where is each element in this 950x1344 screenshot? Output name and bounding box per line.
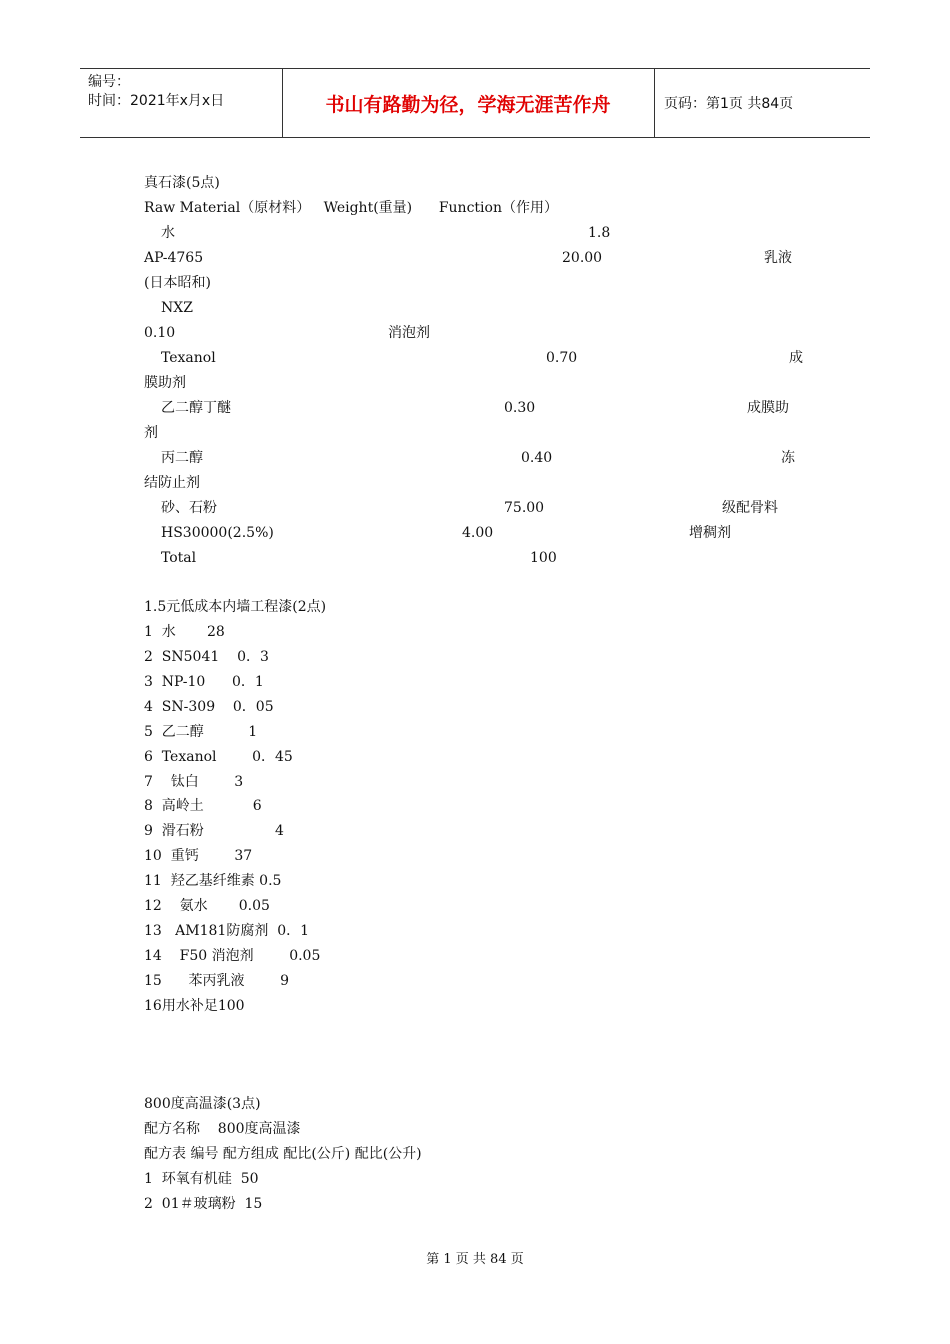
time-label: 时间：2021年x月x日 — [88, 93, 225, 109]
header-divider — [654, 69, 655, 137]
header-left-cell — [88, 73, 224, 111]
weight-value: 20.00 — [562, 250, 603, 266]
formula-line: 1 环氧有机硅 50 — [144, 1171, 259, 1187]
formula-line: 7 钛白 3 — [144, 774, 244, 790]
header-table — [80, 68, 870, 138]
formula-line: 1 水 28 — [144, 624, 225, 640]
material-name: 水 — [161, 225, 175, 241]
material-name: 砂、石粉 — [161, 500, 217, 516]
weight-value: 100 — [530, 550, 557, 566]
material-name: NXZ — [161, 300, 193, 316]
page-footer: 第 1 页 共 84 页 — [426, 1252, 524, 1267]
section-title: 真石漆(5点) — [144, 175, 220, 191]
formula-line: 14 F50 消泡剂 0.05 — [144, 948, 321, 964]
function-text: 增稠剂 — [689, 525, 731, 541]
text-line: 结防止剂 — [144, 475, 200, 491]
formula-line: 4 SN-309 0．05 — [144, 699, 274, 715]
material-name: 乙二醇丁醚 — [161, 400, 231, 416]
weight-value: 75.00 — [504, 500, 545, 516]
material-name: HS30000(2.5%) — [161, 525, 274, 541]
formula-line: 16用水补足100 — [144, 998, 245, 1014]
formula-line: 2 SN5041 0．3 — [144, 649, 269, 665]
motto: 书山有路勤为径，学海无涯苦作舟 — [325, 93, 611, 116]
function-text: 成 — [789, 350, 803, 366]
formula-line: 13 AM181防腐剂 0．1 — [144, 923, 310, 939]
material-name: AP-4765 — [144, 250, 204, 266]
formula-line: 9 滑石粉 4 — [144, 823, 284, 839]
weight-value: 4.00 — [462, 525, 494, 541]
formula-line: 6 Texanol 0．45 — [144, 749, 293, 765]
formula-line: 12 氨水 0.05 — [144, 898, 270, 914]
section-title: 800度高温漆(3点) — [144, 1096, 261, 1112]
material-name: Texanol — [161, 350, 216, 366]
weight-value: 0.40 — [521, 450, 553, 466]
function-text: 级配骨料 — [722, 500, 778, 516]
material-name: Total — [161, 550, 197, 566]
function-text: 乳液 — [764, 250, 792, 266]
page-info: 页码：第1页 共84页 — [664, 96, 794, 112]
text-line: 剂 — [144, 425, 158, 441]
function-text: 消泡剂 — [388, 325, 430, 341]
function-text: 成膜助 — [747, 400, 789, 416]
number-label: 编号： — [88, 74, 130, 90]
table-header: Raw Material（原材料） Weight(重量) Function（作用） — [144, 200, 558, 216]
formula-line: 10 重钙 37 — [144, 848, 253, 864]
text-line: 膜助剂 — [144, 375, 186, 391]
weight-value: 0.70 — [546, 350, 578, 366]
weight-value: 0.10 — [144, 325, 176, 341]
section-title: 1.5元低成本内墙工程漆(2点) — [144, 599, 327, 615]
function-text: 冻 — [781, 450, 795, 466]
formula-line: 11 羟乙基纤维素 0.5 — [144, 873, 282, 889]
weight-value: 0.30 — [504, 400, 536, 416]
formula-line: 2 01＃玻璃粉 15 — [144, 1196, 263, 1212]
weight-value: 1.8 — [588, 225, 611, 241]
formula-line: 3 NP-10 0．1 — [144, 674, 264, 690]
formula-line: 15 苯丙乳液 9 — [144, 973, 290, 989]
formula-line: 配方表 编号 配方组成 配比(公斤) 配比(公升) — [144, 1146, 422, 1162]
text-line: (日本昭和) — [144, 275, 211, 291]
formula-line: 配方名称 800度高温漆 — [144, 1121, 301, 1137]
formula-line: 5 乙二醇 1 — [144, 724, 258, 740]
material-name: 丙二醇 — [161, 450, 203, 466]
formula-line: 8 高岭土 6 — [144, 798, 262, 814]
